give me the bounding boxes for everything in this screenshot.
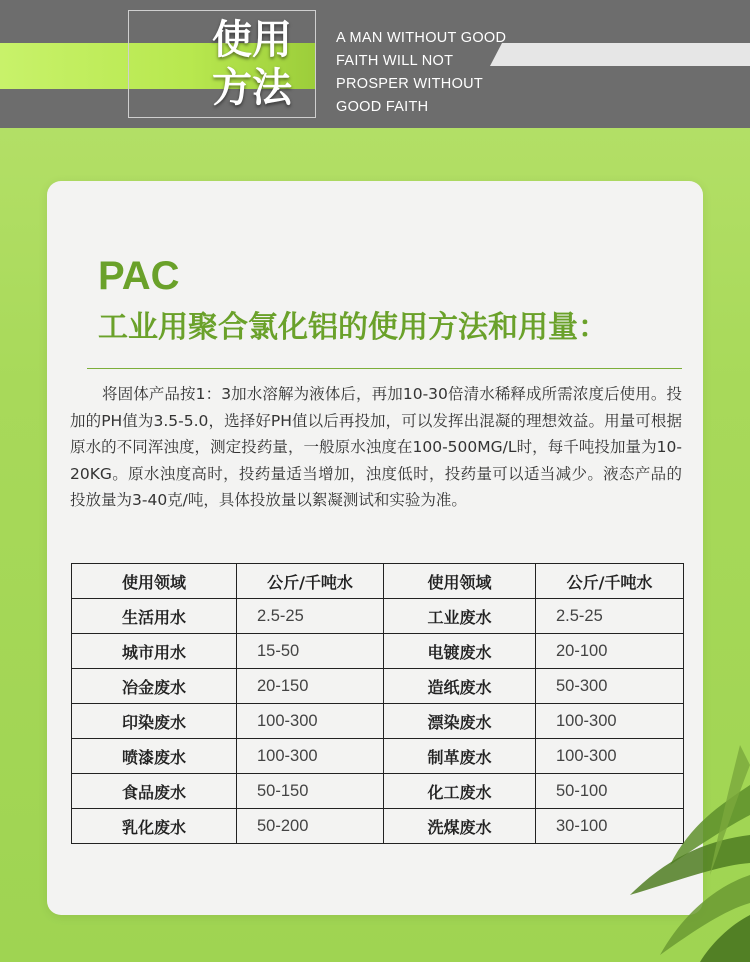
page-subtitle: 工业用聚合氯化铝的使用方法和用量：	[98, 310, 608, 345]
dosage-cell: 50-150	[237, 774, 384, 809]
slogan-line: FAITH WILL NOT	[336, 53, 454, 69]
field-cell: 城市用水	[72, 634, 237, 669]
dosage-cell: 50-100	[536, 774, 684, 809]
dosage-cell: 50-200	[237, 809, 384, 844]
field-cell: 工业废水	[384, 599, 536, 634]
field-cell: 电镀废水	[384, 634, 536, 669]
section-title	[212, 16, 312, 112]
table-row	[72, 774, 684, 809]
dosage-cell: 50-300	[536, 669, 684, 704]
header-cell-dosage: 公斤/千吨水	[237, 564, 384, 599]
table-header-row	[72, 564, 684, 599]
divider	[87, 368, 682, 369]
field-cell: 生活用水	[72, 599, 237, 634]
slogan-line: A MAN WITHOUT GOOD	[336, 30, 507, 46]
table-row	[72, 809, 684, 844]
dosage-cell: 100-300	[237, 739, 384, 774]
field-cell: 喷漆废水	[72, 739, 237, 774]
dosage-cell: 20-100	[536, 634, 684, 669]
dosage-cell: 100-300	[536, 739, 684, 774]
dosage-cell: 2.5-25	[237, 599, 384, 634]
header-cell-dosage: 公斤/千吨水	[536, 564, 684, 599]
product-name: PAC	[98, 254, 180, 298]
slogan-line: GOOD FAITH	[336, 99, 429, 115]
header-cell-field: 使用领域	[72, 564, 237, 599]
slogan	[336, 27, 536, 119]
table-row	[72, 669, 684, 704]
field-cell: 冶金废水	[72, 669, 237, 704]
field-cell: 食品废水	[72, 774, 237, 809]
dosage-cell: 2.5-25	[536, 599, 684, 634]
field-cell: 洗煤废水	[384, 809, 536, 844]
dosage-cell: 15-50	[237, 634, 384, 669]
dosage-cell: 20-150	[237, 669, 384, 704]
field-cell: 印染废水	[72, 704, 237, 739]
field-cell: 制革废水	[384, 739, 536, 774]
field-cell: 造纸废水	[384, 669, 536, 704]
field-cell: 化工废水	[384, 774, 536, 809]
table-row	[72, 739, 684, 774]
usage-paragraph: 将固体产品按1：3加水溶解为液体后，再加10-30倍清水稀释成所需浓度后使用。投加的PH值为3.5-5.0，选择好PH值以后再投加，可以发挥出混凝的理想效益。用量可根据原水的不同浑浊度，测定投药量，一般原水浊度在100-500MG/L时，每千吨投加量为10-20KG。原水浊度高时，投药量适当增加，浊度低时，投药量可以适当减少。液态产品的投放量为3-40克/吨，具体投放量以絮凝测试和实验为准。	[70, 385, 682, 509]
field-cell: 乳化废水	[72, 809, 237, 844]
header-cell-field: 使用领域	[384, 564, 536, 599]
table-row	[72, 634, 684, 669]
dosage-table	[71, 563, 684, 844]
dosage-cell: 100-300	[237, 704, 384, 739]
section-title-line2: 方法	[212, 65, 292, 111]
table-row	[72, 704, 684, 739]
dosage-cell: 100-300	[536, 704, 684, 739]
section-title-line1: 使用	[212, 17, 292, 63]
field-cell: 漂染废水	[384, 704, 536, 739]
plant-leaves-image	[610, 745, 750, 962]
slogan-line: PROSPER WITHOUT	[336, 76, 484, 92]
table-row	[72, 599, 684, 634]
dosage-cell: 30-100	[536, 809, 684, 844]
